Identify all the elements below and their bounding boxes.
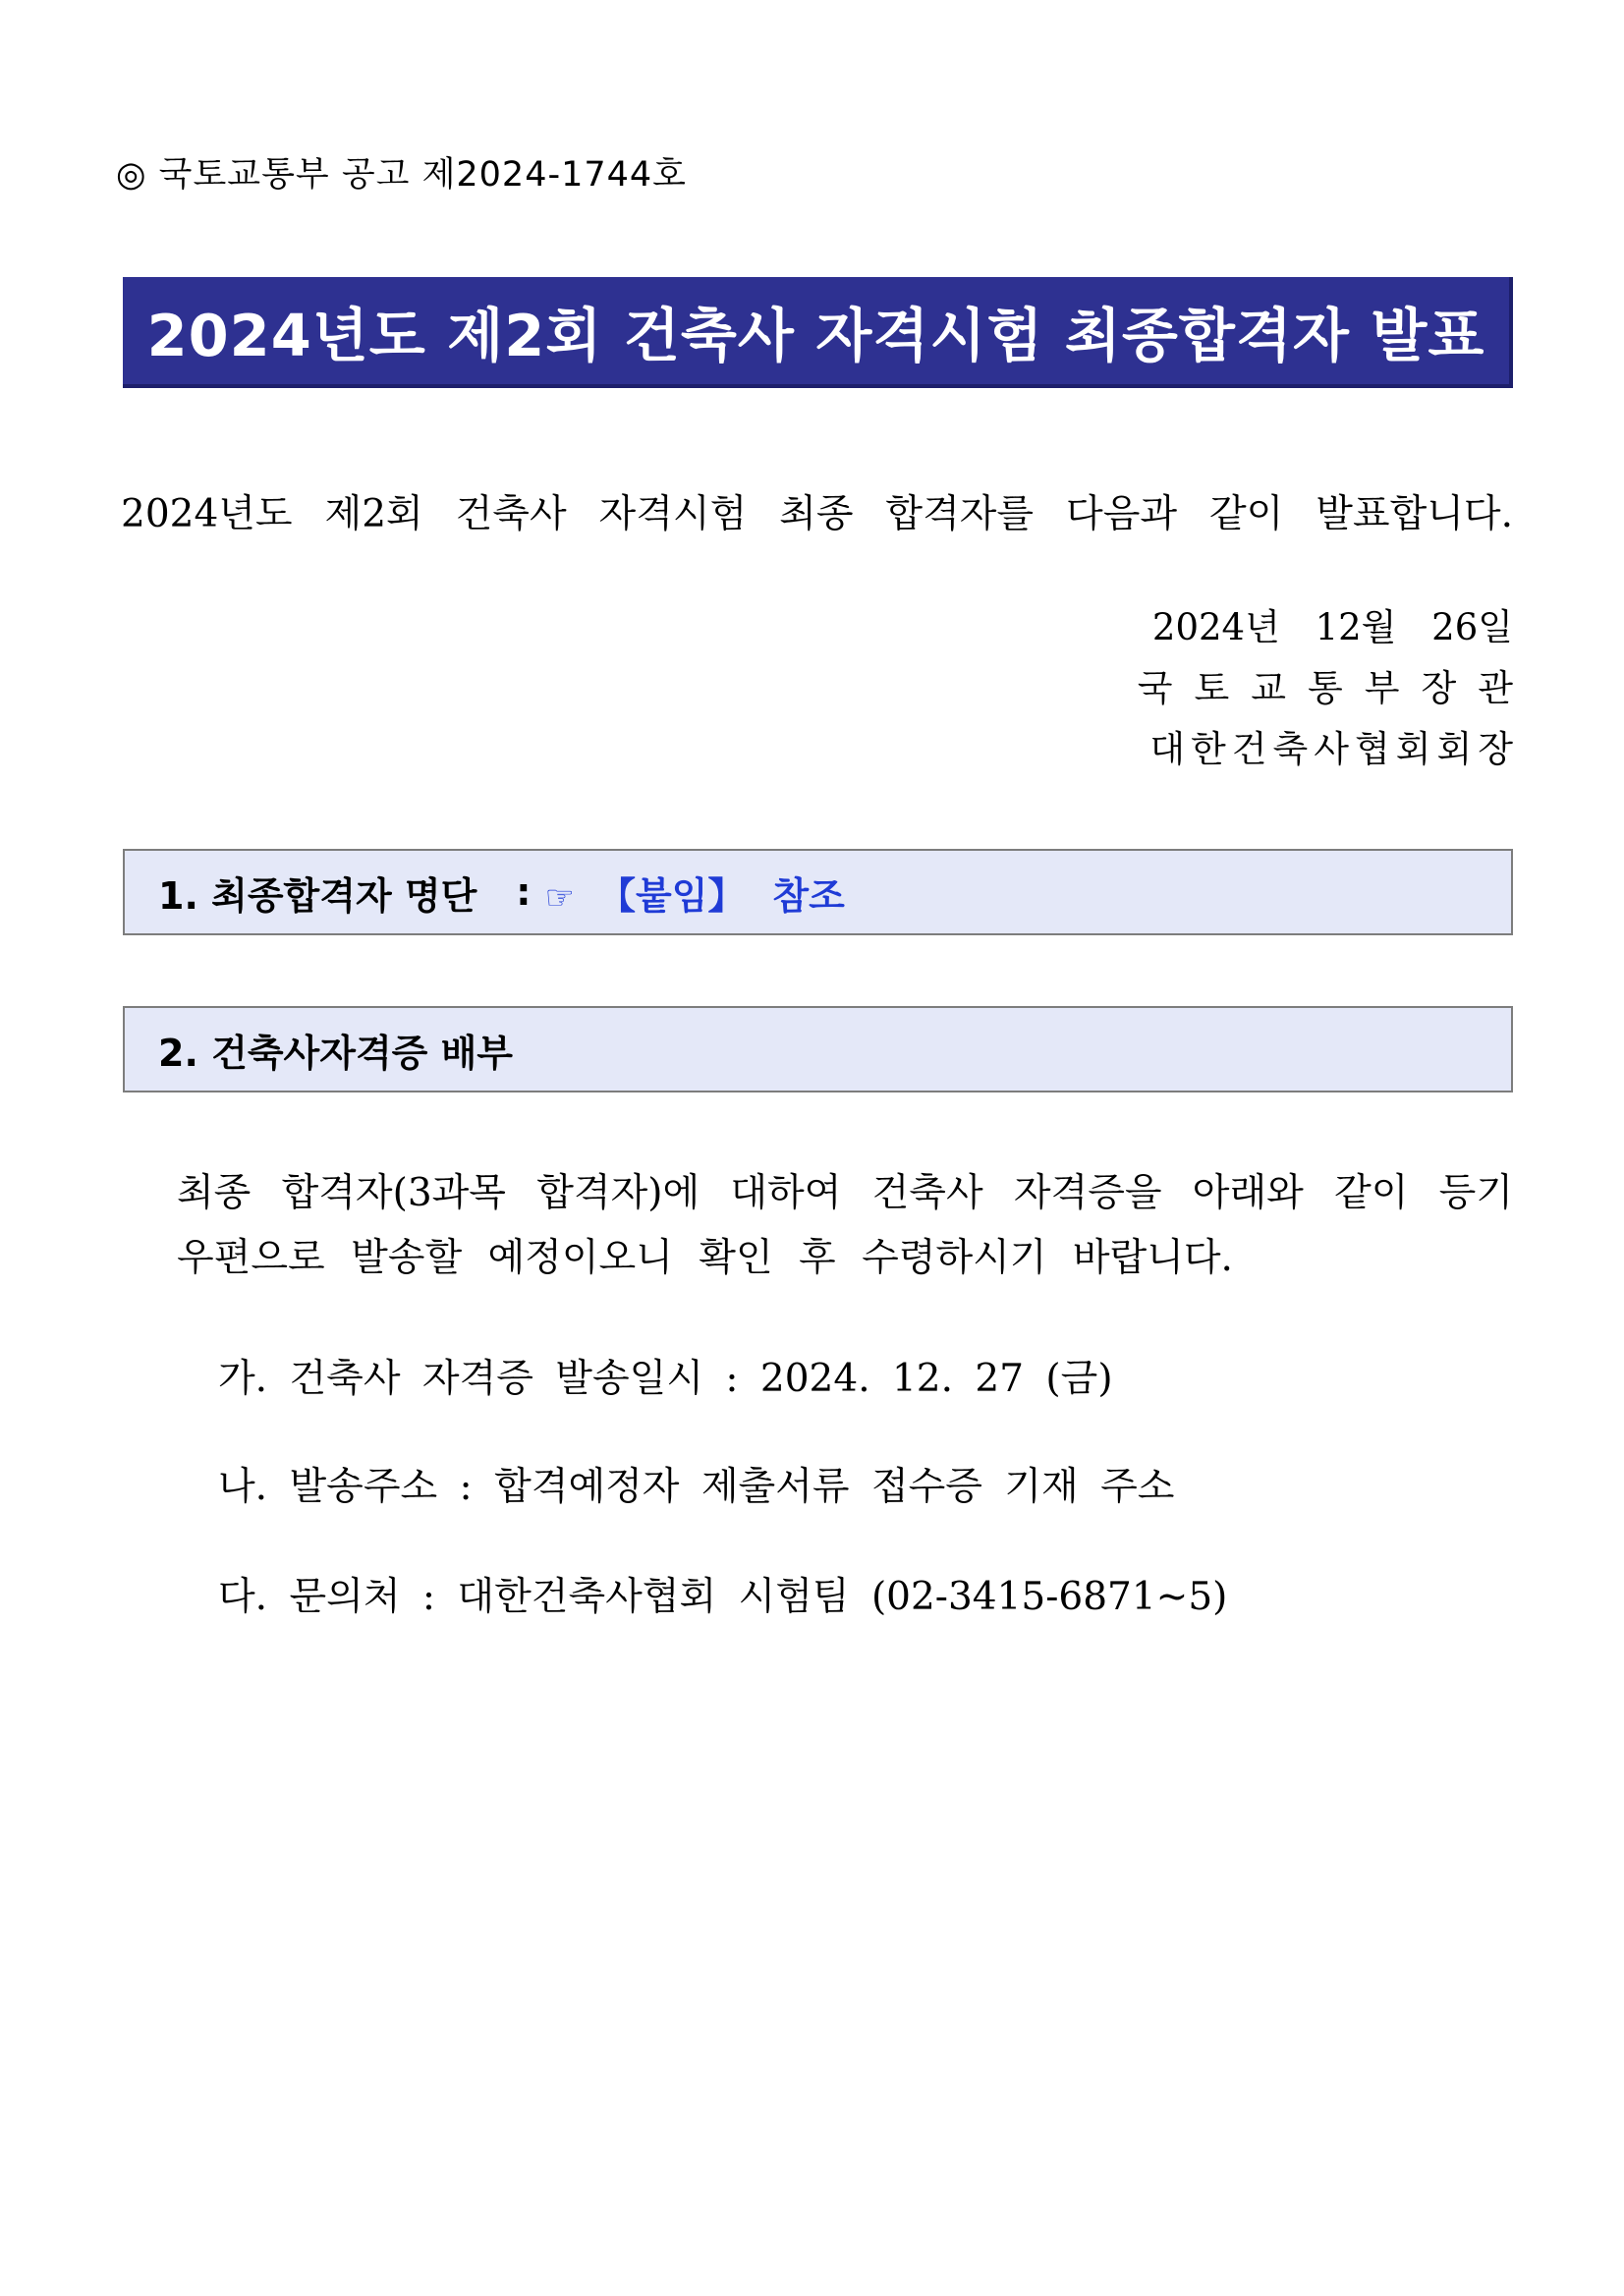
section-certificate-distribution	[123, 1006, 1513, 1092]
signature-block	[1137, 597, 1535, 780]
signature-minister: 국토교통부장관	[1137, 667, 1535, 709]
paragraph-line-2: 우편으로 발송할 예정이오니 확인 후 수령하시기 바랍니다.	[177, 1236, 1233, 1280]
attachment-reference[interactable]	[545, 866, 845, 920]
item-contact: 다. 문의처 : 대한건축사협회 시험팀 (02-3415-6871~5)	[218, 1575, 1228, 1619]
section-final-list-label: 1. 최종합격자 명단	[158, 873, 477, 918]
attachment-bracket-label: 【붙임】	[597, 873, 746, 918]
distribution-paragraph	[177, 1161, 1513, 1291]
section-colon: :	[516, 870, 532, 914]
section-final-list	[123, 849, 1513, 935]
page-title: 2024년도 제2회 건축사 자격시험 최종합격자 발표	[146, 302, 1485, 369]
announcement-date: 2024년 12월 26일	[1151, 606, 1513, 648]
attachment-ref-text: 참조	[772, 873, 845, 918]
item-issue-date: 가. 건축사 자격증 발송일시 : 2024. 12. 27 (금)	[218, 1357, 1113, 1401]
paragraph-line-1: 최종 합격자(3과목 합격자)에 대하여 건축사 자격증을 아래와 같이 등기	[177, 1171, 1513, 1215]
intro-text: 2024년도 제2회 건축사 자격시험 최종 합격자를 다음과 같이 발표합니다.	[121, 492, 1513, 536]
section-certificate-label: 2. 건축사자격증 배부	[158, 1031, 513, 1075]
notice-number: ◎ 국토교통부 공고 제2024-1744호	[116, 155, 687, 195]
item-shipping-address: 나. 발송주소 : 합격예정자 제출서류 접수증 기재 주소	[218, 1465, 1175, 1509]
pointing-hand-icon: ☞	[544, 877, 575, 918]
title-banner	[123, 277, 1513, 388]
signature-association: 대한건축사협회회장	[1149, 728, 1519, 770]
